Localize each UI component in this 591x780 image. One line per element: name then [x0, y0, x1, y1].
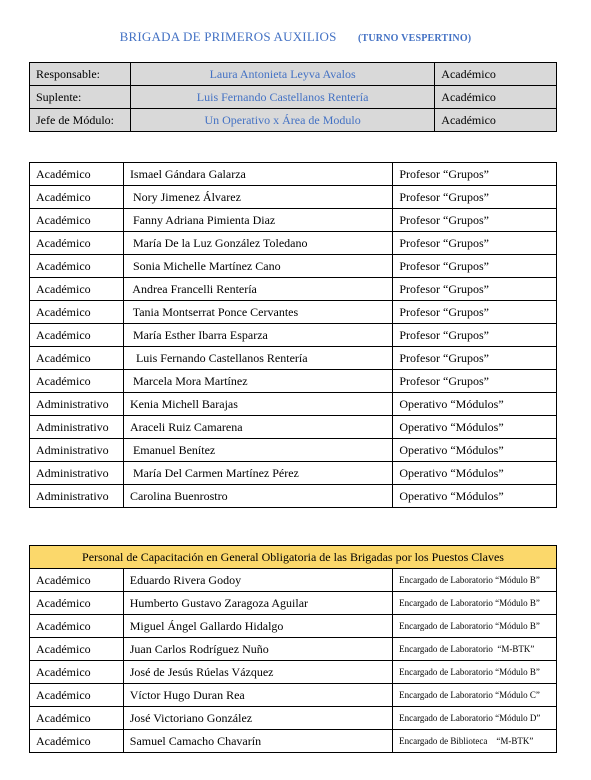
- member-position: Profesor “Grupos”: [393, 186, 557, 209]
- member-row: [30, 416, 557, 439]
- member-type: Académico: [30, 186, 124, 209]
- member-type: Académico: [30, 278, 124, 301]
- shift-label: (TURNO VESPERTINO): [357, 33, 472, 44]
- member-position: Profesor “Grupos”: [393, 278, 557, 301]
- member-type: Académico: [30, 324, 124, 347]
- member-position: Operativo “Módulos”: [393, 439, 557, 462]
- page-title: [0, 29, 591, 45]
- member-row: [30, 278, 557, 301]
- training-position: Encargado de Laboratorio “Módulo D”: [393, 707, 557, 730]
- member-type: Administrativo: [30, 439, 124, 462]
- training-header-row: [30, 546, 557, 569]
- member-name: Fanny Adriana Pimienta Diaz: [123, 209, 392, 232]
- leader-role: Responsable:: [30, 63, 131, 86]
- leader-row: [30, 86, 557, 109]
- member-name: María De la Luz González Toledano: [123, 232, 392, 255]
- member-position: Profesor “Grupos”: [393, 163, 557, 186]
- leader-type: Académico: [435, 63, 557, 86]
- member-position: Profesor “Grupos”: [393, 324, 557, 347]
- training-position: Encargado de Laboratorio “Módulo B”: [393, 615, 557, 638]
- member-row: [30, 232, 557, 255]
- training-type: Académico: [30, 684, 124, 707]
- training-row: [30, 684, 557, 707]
- training-name: Samuel Camacho Chavarín: [123, 730, 392, 753]
- training-type: Académico: [30, 707, 124, 730]
- member-row: [30, 186, 557, 209]
- leader-row: [30, 63, 557, 86]
- training-type: Académico: [30, 638, 124, 661]
- member-position: Profesor “Grupos”: [393, 370, 557, 393]
- member-row: [30, 163, 557, 186]
- member-name: Ismael Gándara Galarza: [123, 163, 392, 186]
- member-row: [30, 370, 557, 393]
- leader-role: Suplente:: [30, 86, 131, 109]
- training-row: [30, 569, 557, 592]
- training-position: Encargado de Laboratorio “M-BTK”: [393, 638, 557, 661]
- leader-row: [30, 109, 557, 132]
- member-name: Emanuel Benítez: [123, 439, 392, 462]
- member-row: [30, 209, 557, 232]
- member-name: Kenia Michell Barajas: [123, 393, 392, 416]
- member-name: Marcela Mora Martínez: [123, 370, 392, 393]
- member-row: [30, 324, 557, 347]
- member-type: Académico: [30, 163, 124, 186]
- member-position: Operativo “Módulos”: [393, 416, 557, 439]
- leader-name: Luis Fernando Castellanos Rentería: [130, 86, 434, 109]
- training-row: [30, 638, 557, 661]
- member-position: Operativo “Módulos”: [393, 462, 557, 485]
- member-row: [30, 255, 557, 278]
- training-name: José Victoriano González: [123, 707, 392, 730]
- member-type: Académico: [30, 370, 124, 393]
- member-name: Carolina Buenrostro: [123, 485, 392, 508]
- member-name: Luis Fernando Castellanos Rentería: [123, 347, 392, 370]
- member-position: Profesor “Grupos”: [393, 347, 557, 370]
- leader-type: Académico: [435, 86, 557, 109]
- training-table: [29, 545, 557, 753]
- training-type: Académico: [30, 615, 124, 638]
- member-position: Profesor “Grupos”: [393, 209, 557, 232]
- training-row: [30, 707, 557, 730]
- member-type: Administrativo: [30, 393, 124, 416]
- training-header: Personal de Capacitación en General Obligatoria de las Brigadas por los Puestos Claves: [30, 546, 557, 569]
- leader-type: Académico: [435, 109, 557, 132]
- training-row: [30, 661, 557, 684]
- member-name: Andrea Francelli Rentería: [123, 278, 392, 301]
- member-position: Profesor “Grupos”: [393, 301, 557, 324]
- training-name: Humberto Gustavo Zaragoza Aguilar: [123, 592, 392, 615]
- member-row: [30, 393, 557, 416]
- member-row: [30, 462, 557, 485]
- training-position: Encargado de Laboratorio “Módulo B”: [393, 592, 557, 615]
- training-type: Académico: [30, 592, 124, 615]
- training-row: [30, 730, 557, 753]
- leaders-table: [29, 62, 557, 132]
- training-position: Encargado de Laboratorio “Módulo B”: [393, 661, 557, 684]
- brigade-title: BRIGADA DE PRIMEROS AUXILIOS: [119, 29, 337, 44]
- training-row: [30, 592, 557, 615]
- member-type: Administrativo: [30, 416, 124, 439]
- training-name: Miguel Ángel Gallardo Hidalgo: [123, 615, 392, 638]
- member-name: María Esther Ibarra Esparza: [123, 324, 392, 347]
- training-type: Académico: [30, 569, 124, 592]
- member-row: [30, 347, 557, 370]
- member-name: Nory Jimenez Álvarez: [123, 186, 392, 209]
- member-type: Académico: [30, 347, 124, 370]
- member-name: María Del Carmen Martínez Pérez: [123, 462, 392, 485]
- member-position: Operativo “Módulos”: [393, 485, 557, 508]
- member-type: Académico: [30, 232, 124, 255]
- member-row: [30, 485, 557, 508]
- member-position: Operativo “Módulos”: [393, 393, 557, 416]
- leader-name: Un Operativo x Área de Modulo: [130, 109, 434, 132]
- members-table: [29, 162, 557, 508]
- member-position: Profesor “Grupos”: [393, 255, 557, 278]
- member-row: [30, 301, 557, 324]
- training-name: Víctor Hugo Duran Rea: [123, 684, 392, 707]
- member-type: Académico: [30, 209, 124, 232]
- member-row: [30, 439, 557, 462]
- training-position: Encargado de Laboratorio “Módulo C”: [393, 684, 557, 707]
- training-name: Juan Carlos Rodríguez Nuño: [123, 638, 392, 661]
- member-name: Tania Montserrat Ponce Cervantes: [123, 301, 392, 324]
- member-name: Araceli Ruiz Camarena: [123, 416, 392, 439]
- training-name: Eduardo Rivera Godoy: [123, 569, 392, 592]
- training-name: José de Jesús Rúelas Vázquez: [123, 661, 392, 684]
- training-type: Académico: [30, 730, 124, 753]
- training-row: [30, 615, 557, 638]
- member-name: Sonia Michelle Martínez Cano: [123, 255, 392, 278]
- member-position: Profesor “Grupos”: [393, 232, 557, 255]
- member-type: Administrativo: [30, 462, 124, 485]
- leader-name: Laura Antonieta Leyva Avalos: [130, 63, 434, 86]
- member-type: Académico: [30, 301, 124, 324]
- leader-role: Jefe de Módulo:: [30, 109, 131, 132]
- training-position: Encargado de Biblioteca “M-BTK”: [393, 730, 557, 753]
- member-type: Académico: [30, 255, 124, 278]
- training-type: Académico: [30, 661, 124, 684]
- member-type: Administrativo: [30, 485, 124, 508]
- training-position: Encargado de Laboratorio “Módulo B”: [393, 569, 557, 592]
